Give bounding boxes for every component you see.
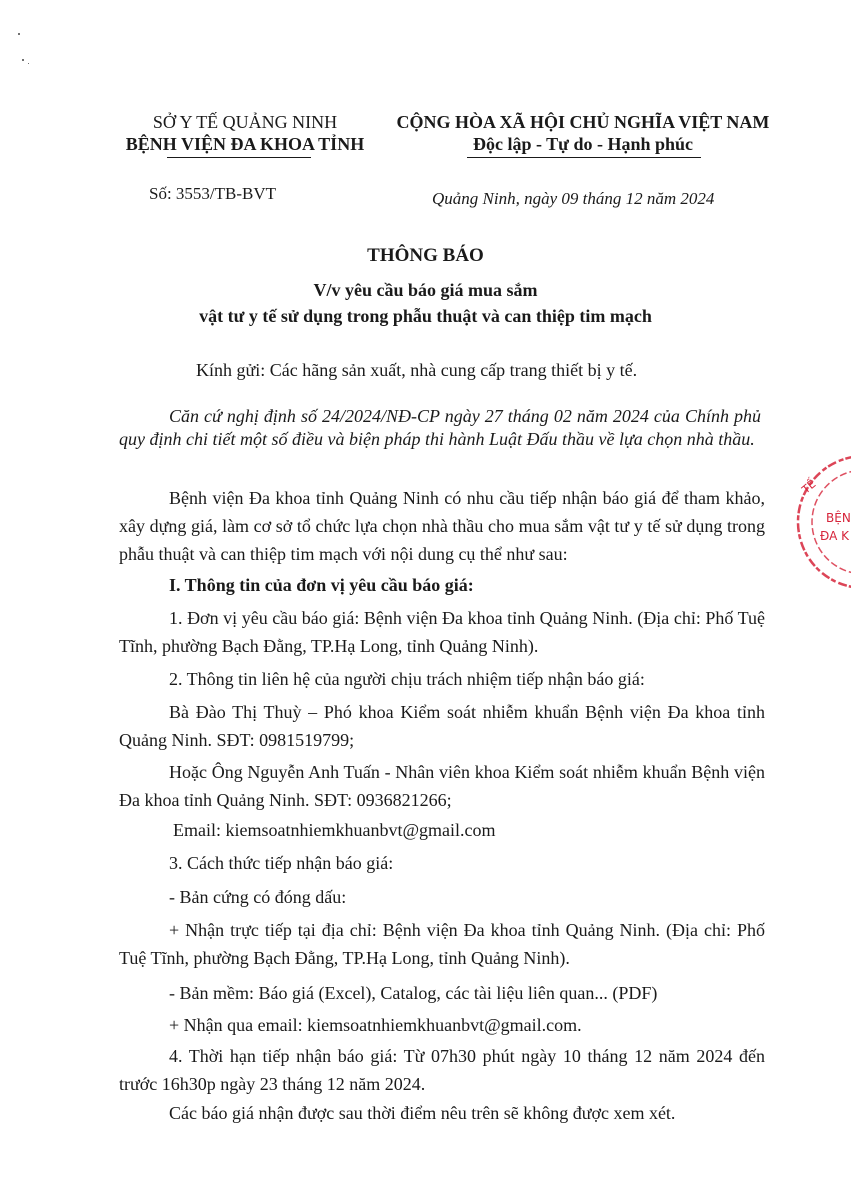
notice-title: THÔNG BÁO — [367, 245, 484, 266]
red-seal-stamp — [792, 452, 851, 592]
softcopy-heading: - Bản mềm: Báo giá (Excel), Catalog, các tài liệu liên quan... (PDF) — [169, 983, 658, 1003]
motto-underline — [467, 157, 701, 158]
item-1: 1. Đơn vị yêu cầu báo giá: Bệnh viện Đa khoa tỉnh Quảng Ninh. (Địa chỉ: Phố Tuệ Tĩnh, phường Bạch Đằng, TP.Hạ Long, tỉnh Quảng Ninh). — [119, 608, 765, 656]
hospital-underline — [167, 157, 311, 158]
legal-basis: Căn cứ nghị định số 24/2024/NĐ-CP ngày 27 tháng 02 năm 2024 của Chính phủ quy định chi tiết một số điều và biện pháp thi hành Luật Đấu thầu về lựa chọn nhà thầu. — [119, 406, 761, 449]
item-2: 2. Thông tin liên hệ của người chịu trách nhiệm tiếp nhận báo giá: — [169, 669, 645, 689]
late-note: Các báo giá nhận được sau thời điểm nêu trên sẽ không được xem xét. — [169, 1103, 676, 1123]
national-title: CỘNG HÒA XÃ HỘI CHỦ NGHĨA VIỆT NAM — [396, 112, 770, 132]
item-4: 4. Thời hạn tiếp nhận báo giá: Từ 07h30 phút ngày 10 tháng 12 năm 2024 đến trước 16h30p ngày 23 tháng 12 năm 2024. — [119, 1046, 765, 1094]
scan-speck — [18, 33, 20, 35]
stamp-arc-text: TẾ — [799, 477, 819, 497]
place-date: Quảng Ninh, ngày 09 tháng 12 năm 2024 — [432, 189, 715, 208]
contact-email: Email: kiemsoatnhiemkhuanbvt@gmail.com — [173, 820, 496, 840]
scan-speck — [28, 63, 29, 64]
hardcopy-heading: - Bản cứng có đóng dấu: — [169, 887, 347, 907]
notice-subject-line1: V/v yêu cầu báo giá mua sắm — [313, 280, 538, 300]
intro-paragraph: Bệnh viện Đa khoa tỉnh Quảng Ninh có nhu cầu tiếp nhận báo giá để tham khảo, xây dựng giá, làm cơ sở tổ chức lựa chọn nhà thầu cho mua sắm vật tư y tế sử dụng trong phẫu thuật và can thiệp tim mạch với nội dung cụ thể như sau: — [119, 488, 765, 564]
agency-name: SỞ Y TẾ QUẢNG NINH — [152, 112, 338, 132]
contact-2: Hoặc Ông Nguyễn Anh Tuấn - Nhân viên khoa Kiểm soát nhiễm khuẩn Bệnh viện Đa khoa tỉnh Quảng Ninh. SĐT: 0936821266; — [119, 762, 765, 810]
contact-1: Bà Đào Thị Thuỳ – Phó khoa Kiểm soát nhiễm khuẩn Bệnh viện Đa khoa tỉnh Quảng Ninh. SĐT: 0981519799; — [119, 702, 765, 750]
notice-subject-line2: vật tư y tế sử dụng trong phẫu thuật và can thiệp tim mạch — [199, 306, 652, 326]
national-motto: Độc lập - Tự do - Hạnh phúc — [472, 134, 694, 154]
softcopy-email: + Nhận qua email: kiemsoatnhiemkhuanbvt@gmail.com. — [169, 1015, 582, 1035]
stamp-text-line1: BỆN — [826, 511, 851, 525]
stamp-text-line2: ĐA K — [820, 529, 849, 543]
recipient-line: Kính gửi: Các hãng sản xuất, nhà cung cấp trang thiết bị y tế. — [196, 360, 638, 380]
scan-speck — [22, 59, 24, 61]
hardcopy-direct: + Nhận trực tiếp tại địa chỉ: Bệnh viện Đa khoa tỉnh Quảng Ninh. (Địa chỉ: Phố Tuệ Tĩnh, phường Bạch Đằng, TP.Hạ Long, tỉnh Quảng Ninh). — [119, 920, 765, 968]
section-heading: I. Thông tin của đơn vị yêu cầu báo giá: — [169, 575, 474, 595]
document-number: Số: 3553/TB-BVT — [149, 184, 277, 203]
hospital-name: BỆNH VIỆN ĐA KHOA TỈNH — [125, 134, 365, 154]
item-3: 3. Cách thức tiếp nhận báo giá: — [169, 853, 394, 873]
